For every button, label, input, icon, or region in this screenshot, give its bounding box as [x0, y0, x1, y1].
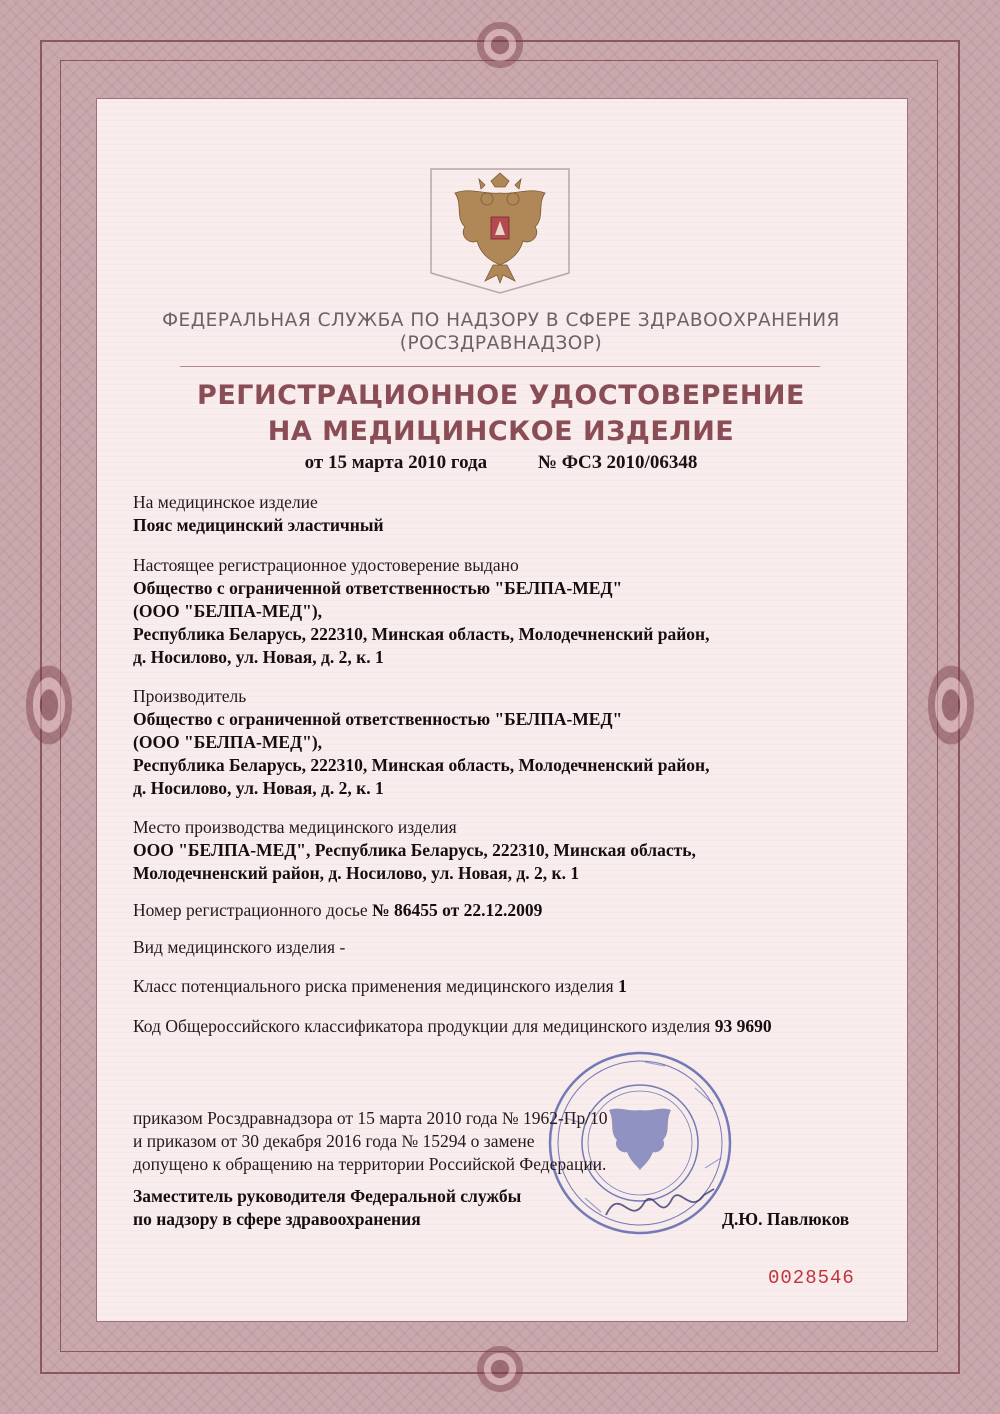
- dossier-line: [133, 900, 542, 921]
- device-name: Пояс медицинский эластичный: [133, 515, 384, 535]
- dossier-label: Номер регистрационного досье: [133, 900, 368, 920]
- manufacturer-line3: Республика Беларусь, 222310, Минская область, Молодечненский район,: [133, 755, 710, 775]
- issued-to-line4: д. Носилово, ул. Новая, д. 2, к. 1: [133, 647, 384, 667]
- signatory-title-line1: Заместитель руководителя Федеральной службы: [133, 1186, 522, 1206]
- agency-short-name: (РОСЗДРАВНАДЗОР): [399, 333, 603, 354]
- issued-to-label: Настоящее регистрационное удостоверение выдано: [133, 555, 519, 575]
- issue-date: от 15 марта 2010 года: [304, 452, 488, 473]
- risk-class-value: 1: [618, 976, 627, 996]
- manufacturer-label: Производитель: [133, 686, 247, 706]
- risk-class-label: Класс потенциального риска применения медицинского изделия: [133, 976, 614, 996]
- left-rosette-ornament: [14, 645, 84, 765]
- issued-to-line2: (ООО "БЕЛПА-МЕД"),: [133, 601, 323, 621]
- issued-to-line3: Республика Беларусь, 222310, Минская область, Молодечненский район,: [133, 624, 710, 644]
- issued-to-line1: Общество с ограниченной ответственностью "БЕЛПА-МЕД": [133, 578, 623, 598]
- agency-name: ФЕДЕРАЛЬНАЯ СЛУЖБА ПО НАДЗОРУ В СФЕРЕ ЗДРАВООХРАНЕНИЯ: [162, 310, 840, 331]
- device-label: На медицинское изделие: [133, 492, 318, 512]
- manufacturer-line2: (ООО "БЕЛПА-МЕД"),: [133, 732, 323, 752]
- dossier-value: № 86455 от 22.12.2009: [372, 900, 543, 920]
- divider: [180, 366, 820, 367]
- risk-class-line: [133, 976, 627, 997]
- top-rosette-ornament: [465, 10, 535, 80]
- okp-code-value: 93 9690: [714, 1016, 772, 1036]
- certificate-number: № ФСЗ 2010/06348: [537, 452, 698, 473]
- certificate-title: РЕГИСТРАЦИОННОЕ УДОСТОВЕРЕНИЕ: [197, 380, 805, 411]
- certificate-subtitle: НА МЕДИЦИНСКОЕ ИЗДЕЛИЕ: [267, 416, 735, 447]
- order-line1: приказом Росздравнадзора от 15 марта 2010 года № 1962-Пр/10: [133, 1108, 608, 1128]
- order-line2: и приказом от 30 декабря 2016 года № 15294 о замене: [133, 1131, 535, 1151]
- coat-of-arms-icon: [425, 165, 575, 295]
- signatory-title-line2: по надзору в сфере здравоохранения: [133, 1209, 421, 1229]
- order-line3: допущено к обращению на территории Российской Федерации.: [133, 1154, 607, 1174]
- production-site-line1: ООО "БЕЛПА-МЕД", Республика Беларусь, 222310, Минская область,: [133, 840, 696, 860]
- manufacturer-line4: д. Носилово, ул. Новая, д. 2, к. 1: [133, 778, 384, 798]
- manufacturer-line1: Общество с ограниченной ответственностью "БЕЛПА-МЕД": [133, 709, 623, 729]
- device-type-label: Вид медицинского изделия -: [133, 937, 346, 957]
- serial-number: 0028546: [768, 1267, 855, 1289]
- date-number-line: [96, 452, 906, 474]
- signatory-name: Д.Ю. Павлюков: [722, 1209, 850, 1229]
- signature-scribble: [600, 1175, 720, 1235]
- bottom-rosette-ornament: [465, 1334, 535, 1404]
- right-rosette-ornament: [916, 645, 986, 765]
- okp-code-label: Код Общероссийского классификатора продукции для медицинского изделия: [133, 1016, 711, 1036]
- production-site-line2: Молодечненский район, д. Носилово, ул. Новая, д. 2, к. 1: [133, 863, 580, 883]
- okp-code-line: [133, 1016, 772, 1037]
- production-site-label: Место производства медицинского изделия: [133, 817, 457, 837]
